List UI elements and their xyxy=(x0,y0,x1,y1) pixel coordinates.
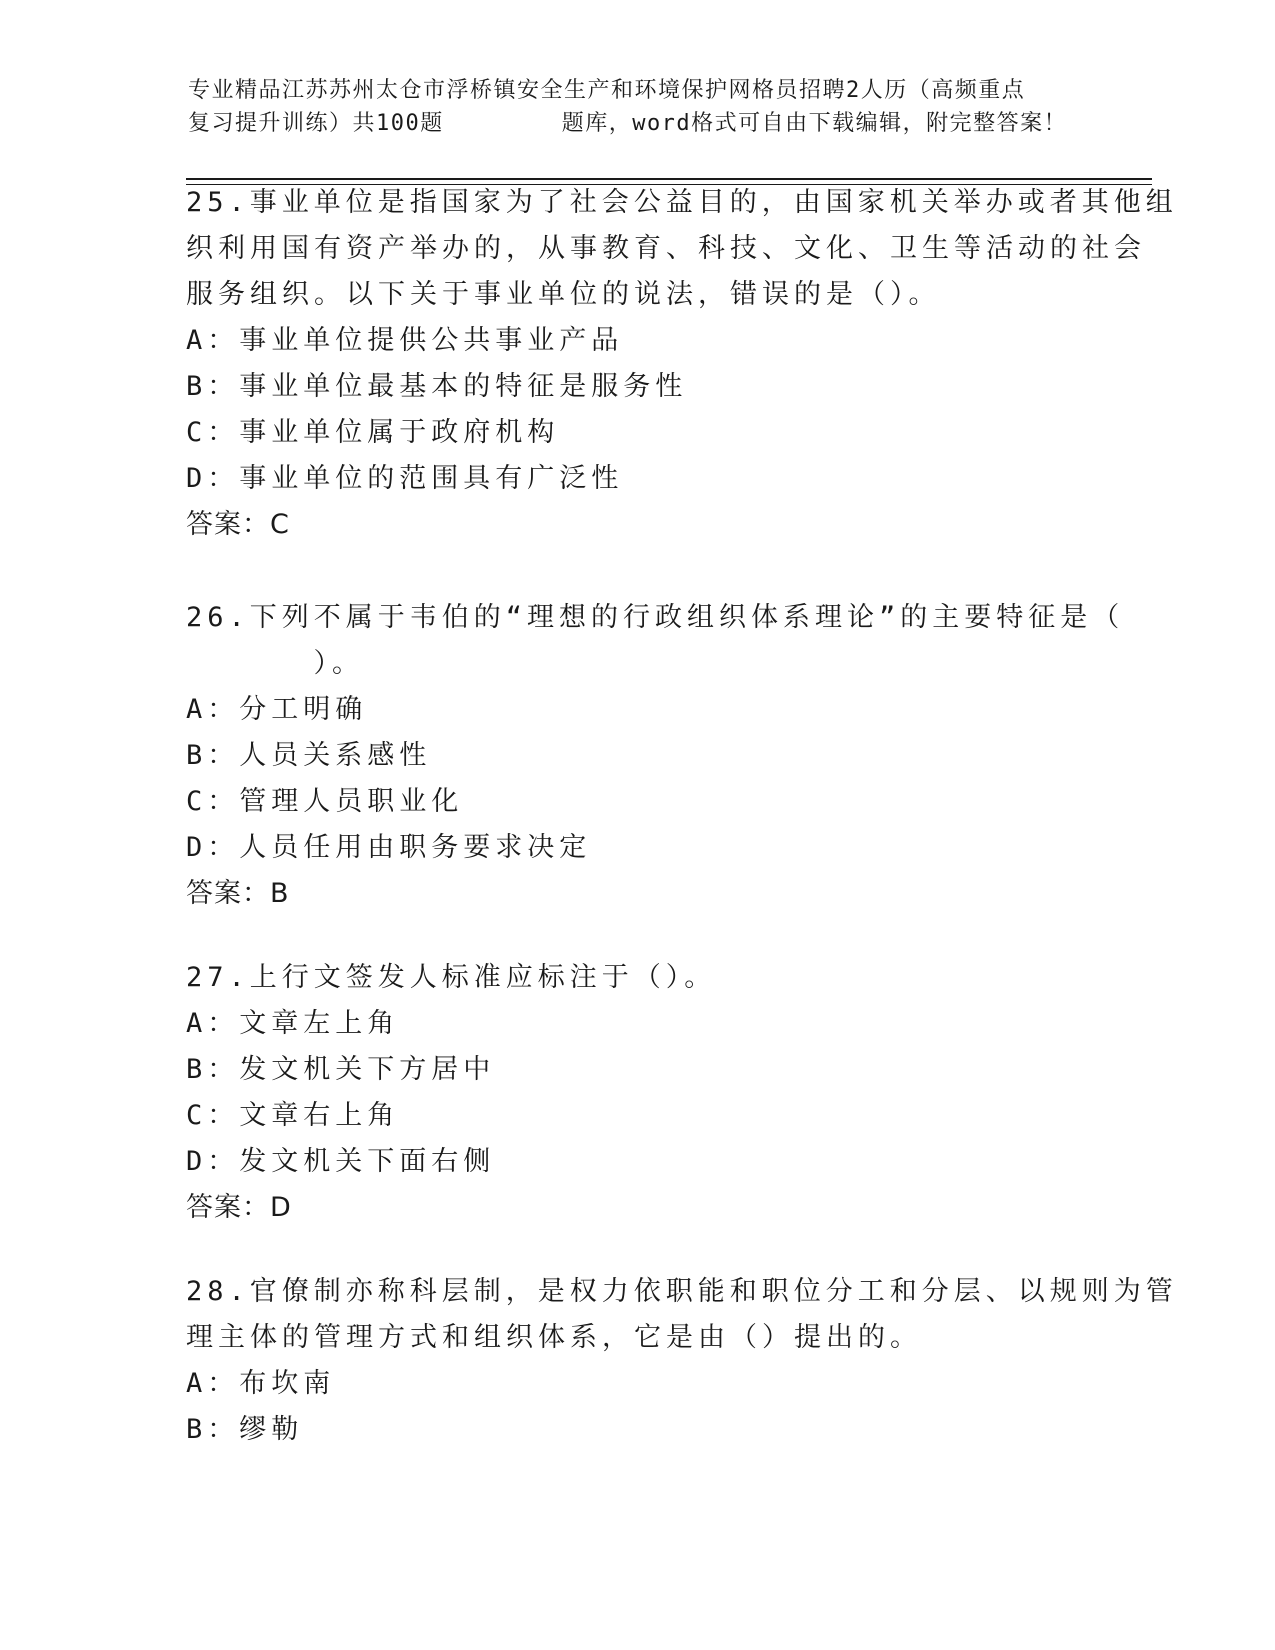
option-a: A：布坎南 xyxy=(186,1368,336,1399)
question-stem-line: 理主体的管理方式和组织体系，它是由（）提出的。 xyxy=(186,1322,922,1353)
answer: 答案：B xyxy=(186,878,290,909)
question-26 xyxy=(186,595,1125,917)
header-line-1: 专业精品江苏苏州太仓市浮桥镇安全生产和环境保护网格员招聘2人历（高频重点 xyxy=(188,78,1026,103)
option-b: B：缪勒 xyxy=(186,1414,304,1445)
page-header xyxy=(188,74,1088,140)
option-b: B：事业单位最基本的特征是服务性 xyxy=(186,371,688,402)
question-stem-line: 26.下列不属于韦伯的“理想的行政组织体系理论”的主要特征是（ xyxy=(186,602,1125,633)
option-b: B：发文机关下方居中 xyxy=(186,1054,496,1085)
question-stem-line: 服务组织。以下关于事业单位的说法，错误的是（）。 xyxy=(186,279,941,310)
answer: 答案：D xyxy=(186,1192,292,1223)
question-stem-line: 27.上行文签发人标准应标注于（）。 xyxy=(186,962,717,993)
question-25 xyxy=(186,180,1178,548)
question-28 xyxy=(186,1269,1178,1453)
option-d: D：发文机关下面右侧 xyxy=(186,1146,496,1177)
option-a: A：事业单位提供公共事业产品 xyxy=(186,325,624,356)
question-27 xyxy=(186,955,1086,1231)
question-stem-line: 25.事业单位是指国家为了社会公益目的，由国家机关举办或者其他组 xyxy=(186,187,1178,218)
question-stem-line: 28.官僚制亦称科层制，是权力依职能和职位分工和分层、以规则为管 xyxy=(186,1276,1178,1307)
question-stem-line: 织利用国有资产举办的，从事教育、科技、文化、卫生等活动的社会 xyxy=(186,233,1146,264)
option-a: A：文章左上角 xyxy=(186,1008,400,1039)
option-c: C：事业单位属于政府机构 xyxy=(186,417,560,448)
option-b: B：人员关系感性 xyxy=(186,740,432,771)
header-line-2: 复习提升训练）共100题 题库，word格式可自由下载编辑，附完整答案！ xyxy=(188,111,1068,136)
option-c: C：管理人员职业化 xyxy=(186,786,464,817)
answer: 答案：C xyxy=(186,509,290,540)
option-a: A：分工明确 xyxy=(186,694,368,725)
option-d: D：事业单位的范围具有广泛性 xyxy=(186,463,624,494)
question-stem-line: ）。 xyxy=(186,648,365,679)
option-c: C：文章右上角 xyxy=(186,1100,400,1131)
option-d: D：人员任用由职务要求决定 xyxy=(186,832,592,863)
